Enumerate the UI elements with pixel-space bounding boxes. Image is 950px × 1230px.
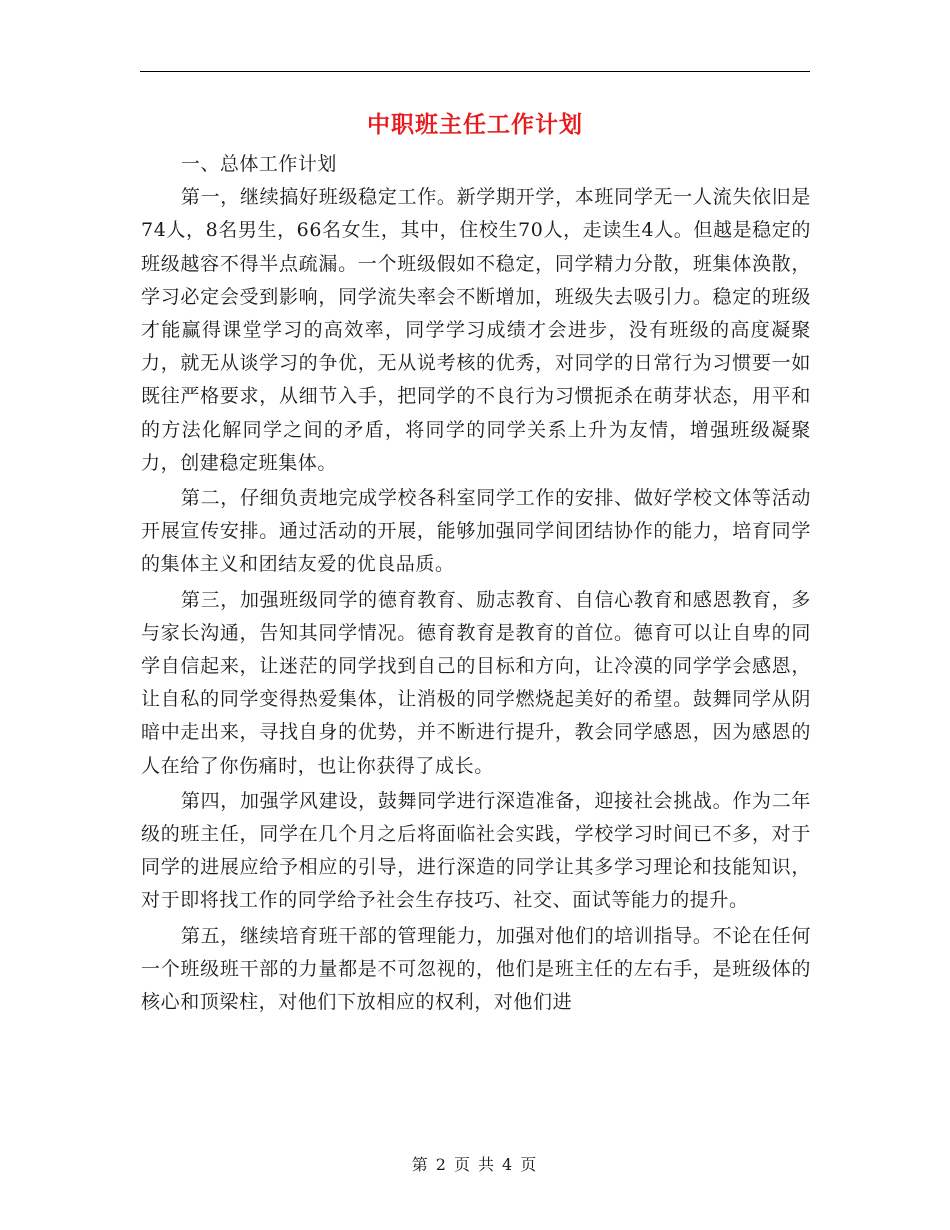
paragraph-4: 第四，加强学风建设，鼓舞同学进行深造准备，迎接社会挑战。作为二年级的班主任，同学在几个月之后将面临社会实践，学校学习时间已不多，对于同学的进展应给予相应的引导，进行深造的同学让其多学习理论和技能知识，对于即将找工作的同学给予社会生存技巧、社交、面试等能力的提升。: [141, 789, 811, 912]
page-footer: [0, 1154, 950, 1176]
document-body: [141, 148, 811, 1019]
footer-total-prefix: 共: [478, 1155, 497, 1174]
footer-current-page: 2: [435, 1155, 448, 1174]
footer-page-word: 页: [453, 1155, 472, 1174]
paragraph-1: 第一，继续搞好班级稳定工作。新学期开学，本班同学无一人流失依旧是74人，8名男生，66名女生，其中，住校生70人，走读生4人。但越是稳定的班级越容不得半点疏漏。一个班级假如不稳定，同学精力分散，班集体涣散，学习必定会受到影响，同学流失率会不断增加，班级失去吸引力。稳定的班级才能赢得课堂学习的高效率，同学学习成绩才会进步，没有班级的高度凝聚力，就无从谈学习的争优，无从说考核的优秀，对同学的日常行为习惯要一如既往严格要求，从细节入手，把同学的不良行为习惯扼杀在萌芽状态，用平和的方法化解同学之间的矛盾，将同学的同学关系上升为友情，增强班级凝聚力，创建稳定班集体。: [141, 186, 811, 474]
footer-suffix: 页: [520, 1155, 539, 1174]
section-heading: 一、总体工作计划: [180, 153, 337, 175]
footer-prefix: 第: [411, 1155, 430, 1174]
paragraph-3: 第三，加强班级同学的德育教育、励志教育、自信心教育和感恩教育，多与家长沟通，告知其同学情况。德育教育是教育的首位。德育可以让自卑的同学自信起来，让迷茫的同学找到自己的目标和方向，让冷漠的同学学会感恩，让自私的同学变得热爱集体，让消极的同学燃烧起美好的希望。鼓舞同学从阴暗中走出来，寻找自身的优势，并不断进行提升，教会同学感恩，因为感恩的人在给了你伤痛时，也让你获得了成长。: [141, 588, 811, 777]
document-title: 中职班主任工作计划: [367, 111, 583, 138]
footer-total-pages: 4: [502, 1155, 515, 1174]
header-rule: [140, 71, 810, 72]
paragraph-5: 第五，继续培育班干部的管理能力，加强对他们的培训指导。不论在任何一个班级班干部的力量都是不可忽视的，他们是班主任的左右手，是班级体的核心和顶梁柱，对他们下放相应的权利，对他们进: [141, 924, 811, 1014]
paragraph-2: 第二，仔细负责地完成学校各科室同学工作的安排、做好学校文体等活动开展宣传安排。通过活动的开展，能够加强同学间团结协作的能力，培育同学的集体主义和团结友爱的优良品质。: [141, 487, 811, 576]
